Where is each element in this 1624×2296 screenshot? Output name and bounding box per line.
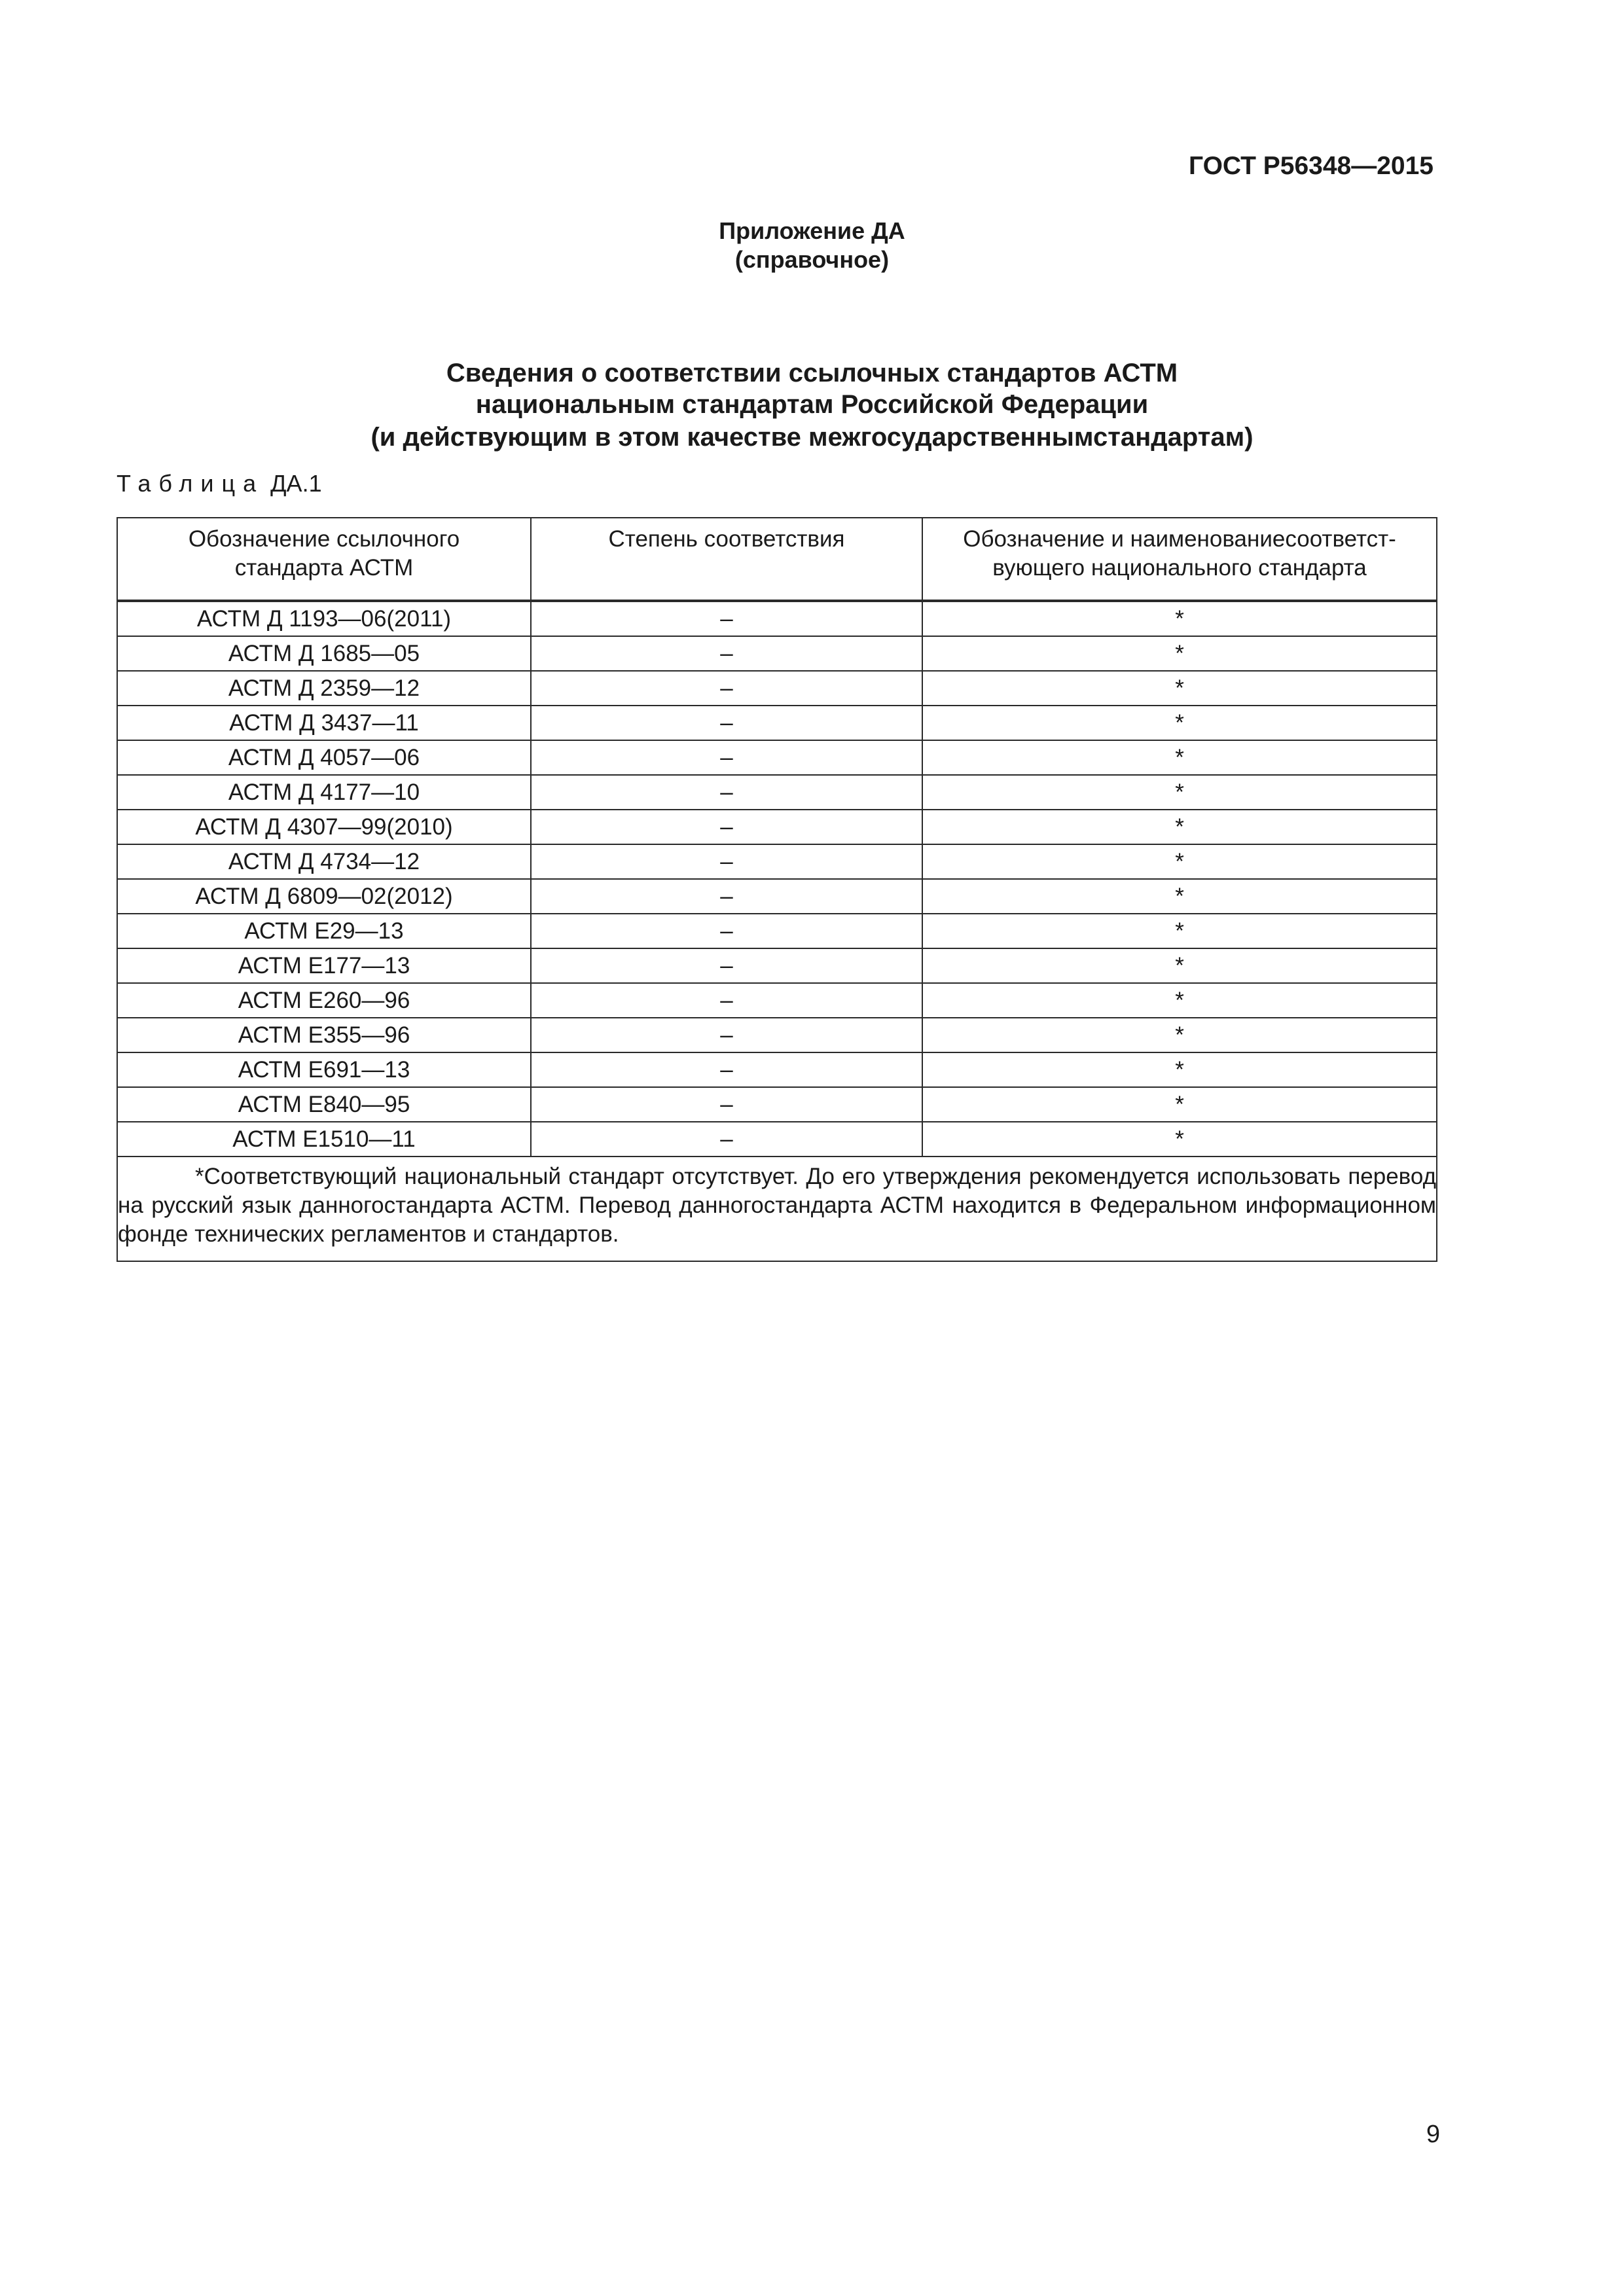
cell-designation: АСТМ Д 1193—06(2011) xyxy=(117,601,531,636)
cell-designation: АСТМ Е1510—11 xyxy=(117,1122,531,1157)
table-row xyxy=(117,1087,1437,1122)
cell-designation: АСТМ Д 4307—99(2010) xyxy=(117,810,531,844)
cell-national-standard: * xyxy=(922,1052,1437,1087)
table-row xyxy=(117,1122,1437,1157)
cell-designation: АСТМ Д 3437—11 xyxy=(117,706,531,740)
column-header-national-standard xyxy=(922,518,1437,601)
table-caption-word: Таблица xyxy=(117,470,264,497)
column-header-designation xyxy=(117,518,531,601)
cell-national-standard: * xyxy=(922,740,1437,775)
column-header-degree xyxy=(531,518,922,601)
cell-designation: АСТМ Д 4177—10 xyxy=(117,775,531,810)
table-row xyxy=(117,636,1437,671)
table-row xyxy=(117,948,1437,983)
table-caption xyxy=(117,470,322,497)
cell-degree: – xyxy=(531,844,922,879)
cell-degree: – xyxy=(531,1087,922,1122)
reference-standards-table xyxy=(117,517,1437,1262)
cell-degree: – xyxy=(531,1122,922,1157)
table-row xyxy=(117,983,1437,1018)
cell-designation: АСТМ Д 4734—12 xyxy=(117,844,531,879)
section-heading-line-2: национальным стандартам Российской Федерации xyxy=(475,390,1149,419)
table-footnote xyxy=(117,1157,1437,1261)
cell-national-standard: * xyxy=(922,775,1437,810)
cell-national-standard: * xyxy=(922,879,1437,914)
table-caption-id: ДА.1 xyxy=(270,470,322,497)
table-row xyxy=(117,844,1437,879)
table-row xyxy=(117,775,1437,810)
column-header-designation-line-2: стандарта АСТМ xyxy=(234,555,414,581)
table-row xyxy=(117,671,1437,706)
section-heading-line-3: (и действующим в этом качестве межгосударственнымстандартам) xyxy=(370,423,1254,452)
cell-national-standard: * xyxy=(922,671,1437,706)
cell-degree: – xyxy=(531,1052,922,1087)
column-header-national-standard-line-2: вующего национального стандарта xyxy=(992,555,1367,581)
cell-designation: АСТМ Д 1685—05 xyxy=(117,636,531,671)
table-row xyxy=(117,879,1437,914)
table-footnote-row xyxy=(117,1157,1437,1261)
cell-national-standard: * xyxy=(922,948,1437,983)
cell-designation: АСТМ Д 2359—12 xyxy=(117,671,531,706)
cell-national-standard: * xyxy=(922,914,1437,948)
cell-designation: АСТМ Е177—13 xyxy=(117,948,531,983)
cell-degree: – xyxy=(531,1018,922,1052)
cell-degree: – xyxy=(531,948,922,983)
cell-designation: АСТМ Е355—96 xyxy=(117,1018,531,1052)
section-heading-line-1: Сведения о соответствии ссылочных стандартов АСТМ xyxy=(446,359,1178,387)
column-header-designation-line-1: Обозначение ссылочного xyxy=(188,526,460,552)
table-header-row xyxy=(117,518,1437,601)
cell-national-standard: * xyxy=(922,636,1437,671)
cell-designation: АСТМ Е29—13 xyxy=(117,914,531,948)
cell-national-standard: * xyxy=(922,1087,1437,1122)
document-code: ГОСТ Р56348—2015 xyxy=(1188,152,1434,180)
table-row xyxy=(117,1018,1437,1052)
table-row xyxy=(117,914,1437,948)
cell-designation: АСТМ Е691—13 xyxy=(117,1052,531,1087)
cell-designation: АСТМ Д 4057—06 xyxy=(117,740,531,775)
table-row xyxy=(117,740,1437,775)
cell-national-standard: * xyxy=(922,706,1437,740)
page-number: 9 xyxy=(1426,2121,1440,2148)
table-footnote-text: *Соответствующий национальный стандарт отсутствует. До его утверждения рекомендуется использовать перевод на русский язык данногостандарта АСТМ. Перевод данногостандарта АСТМ находится в Федеральном информационном фонде технических регламентов и стандартов. xyxy=(118,1164,1436,1247)
column-header-degree-text: Степень соответствия xyxy=(608,526,845,552)
cell-national-standard: * xyxy=(922,1018,1437,1052)
cell-degree: – xyxy=(531,601,922,636)
cell-degree: – xyxy=(531,914,922,948)
table-row xyxy=(117,601,1437,636)
table-body xyxy=(117,601,1437,1261)
cell-degree: – xyxy=(531,636,922,671)
table-row xyxy=(117,810,1437,844)
cell-national-standard: * xyxy=(922,810,1437,844)
cell-national-standard: * xyxy=(922,844,1437,879)
cell-degree: – xyxy=(531,740,922,775)
appendix-title: Приложение ДА xyxy=(719,217,905,244)
cell-degree: – xyxy=(531,983,922,1018)
cell-degree: – xyxy=(531,671,922,706)
cell-degree: – xyxy=(531,775,922,810)
table-row xyxy=(117,1052,1437,1087)
column-header-national-standard-line-1: Обозначение и наименованиесоответст- xyxy=(963,526,1396,552)
appendix-type: (справочное) xyxy=(734,246,890,273)
cell-national-standard: * xyxy=(922,601,1437,636)
cell-designation: АСТМ Е260—96 xyxy=(117,983,531,1018)
cell-degree: – xyxy=(531,810,922,844)
cell-national-standard: * xyxy=(922,983,1437,1018)
cell-designation: АСТМ Д 6809—02(2012) xyxy=(117,879,531,914)
cell-degree: – xyxy=(531,879,922,914)
cell-designation: АСТМ Е840—95 xyxy=(117,1087,531,1122)
table-row xyxy=(117,706,1437,740)
cell-degree: – xyxy=(531,706,922,740)
cell-national-standard: * xyxy=(922,1122,1437,1157)
